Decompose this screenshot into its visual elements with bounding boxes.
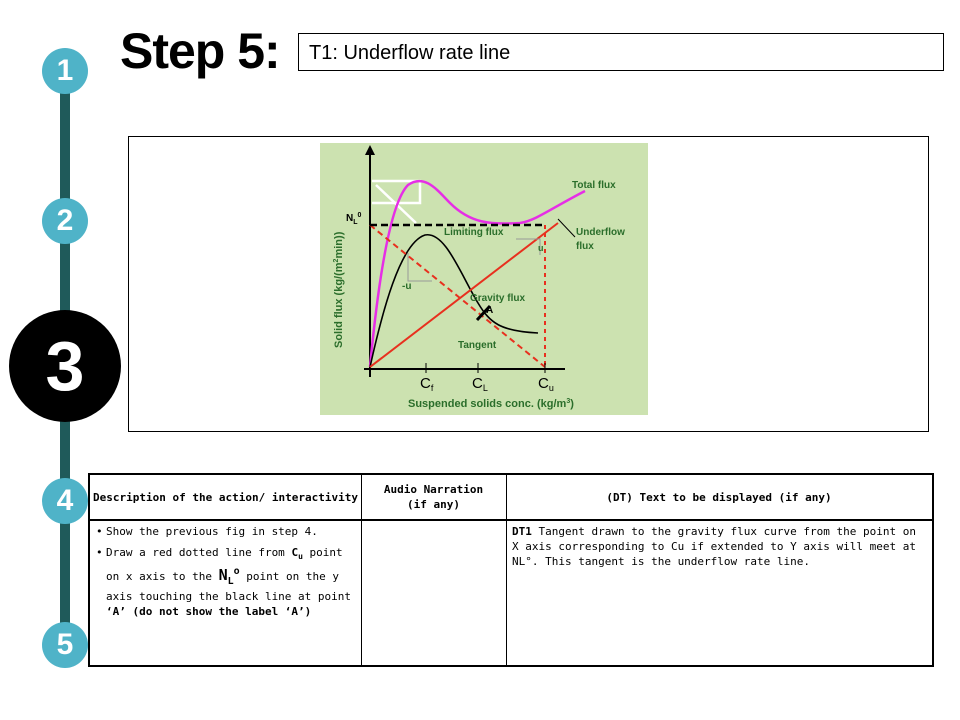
- gravity-flux-label: Gravity flux: [470, 293, 526, 304]
- step-5-button[interactable]: 5: [42, 622, 88, 668]
- subtitle-box: [298, 33, 944, 71]
- page-title: Step 5:: [120, 23, 280, 79]
- xlabel: Suspended solids conc. $(kg/m^3)$: [408, 398, 574, 410]
- bullet-1: [96, 524, 355, 539]
- underflow-flux-label-2: flux: [576, 241, 594, 252]
- dt-cell: [506, 521, 932, 572]
- bullet-dot: •: [96, 546, 103, 559]
- neg-u-label: -u: [402, 281, 412, 292]
- dt-header: [506, 475, 932, 521]
- description-column: [90, 475, 362, 665]
- step-4-button[interactable]: 4: [42, 478, 88, 524]
- dt-column: [506, 475, 932, 665]
- audio-header: [361, 475, 506, 521]
- description-cell: [90, 521, 361, 628]
- storyboard-table: [88, 473, 934, 667]
- flux-diagram: [320, 143, 648, 415]
- point-a-label: A: [486, 305, 494, 316]
- ylabel: Solid flux $(kg/(m^2\min))$: [333, 231, 345, 348]
- audio-column: [361, 475, 507, 665]
- bullet-2-text: Draw a red dotted line from $C_u$ point on x axis to the $N_L^o$ point on the y axis touching the black line at point ‘A’ (do not show the label ‘A’): [106, 546, 352, 619]
- cl-label: $C_L$: [472, 375, 488, 393]
- description-header-text: Description of the action/ interactivity: [93, 490, 358, 504]
- nl-label: $N_L^0$: [346, 212, 362, 226]
- description-header: [90, 475, 361, 521]
- underflow-flux-label-1: Underflow: [576, 227, 625, 238]
- bullet-1-text: Show the previous fig in step 4.: [106, 525, 318, 538]
- u-label: u: [538, 243, 544, 253]
- dt-label: DT1: [512, 525, 532, 538]
- cu-label: $C_u$: [538, 375, 554, 393]
- step-2-button[interactable]: 2: [42, 198, 88, 244]
- bullet-2: [96, 545, 355, 619]
- total-flux-label: Total flux: [572, 180, 616, 191]
- tangent-label: Tangent: [458, 340, 497, 351]
- dt-header-text: (DT) Text to be displayed (if any): [606, 490, 832, 504]
- limiting-flux-label: Limiting flux: [444, 227, 504, 238]
- step-3-button-active[interactable]: 3: [9, 310, 121, 422]
- bullet-dot: •: [96, 525, 103, 538]
- audio-header-text: Audio Narration (if any): [383, 483, 484, 511]
- dt-text: Tangent drawn to the gravity flux curve from the point on X axis corresponding to Cu if extended to Y axis will meet at NL°. This tangent is the underflow rate line.: [512, 525, 916, 568]
- subtitle-text: T1: Underflow rate line: [309, 42, 511, 64]
- step-1-button[interactable]: 1: [42, 48, 88, 94]
- cf-label: $C_f$: [420, 375, 434, 393]
